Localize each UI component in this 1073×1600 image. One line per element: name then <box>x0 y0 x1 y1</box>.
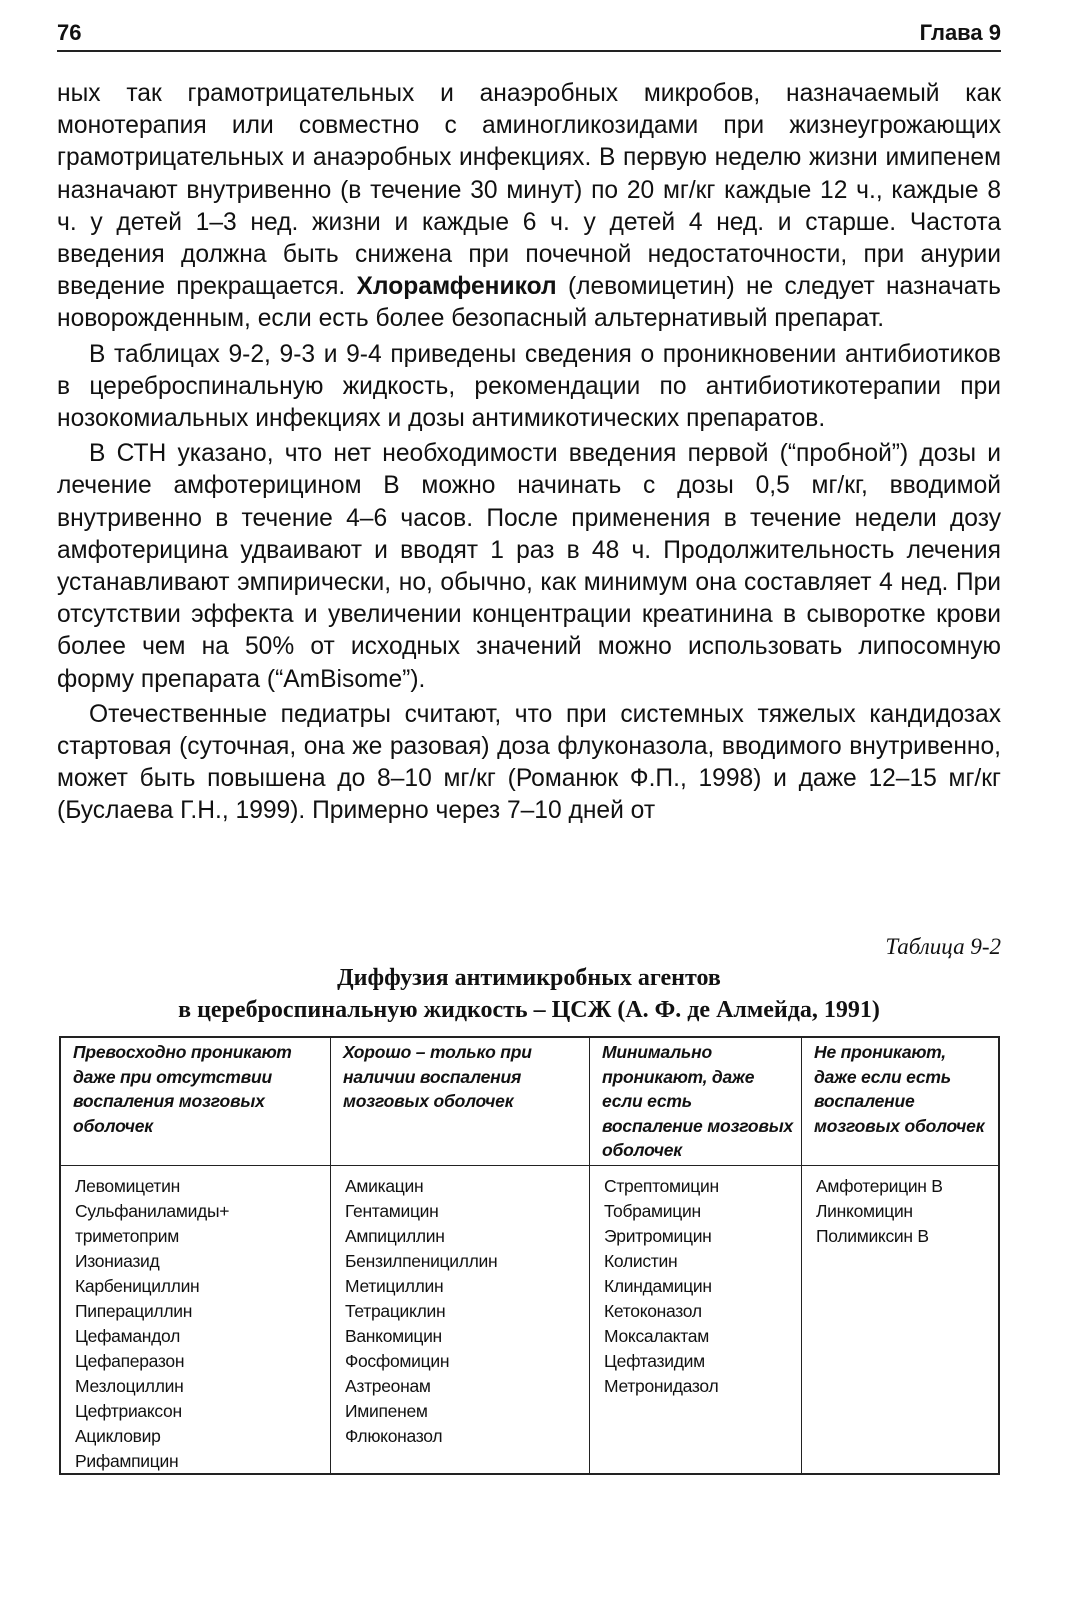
table-cell-item: Азтреонам <box>345 1376 431 1396</box>
table-cell-item: Метронидазол <box>604 1376 719 1396</box>
table-cell-item: Ванкомицин <box>345 1326 442 1346</box>
table-cell-item: Моксалактам <box>604 1326 709 1346</box>
table-cell-item: Флюконазол <box>345 1426 443 1446</box>
column-items <box>802 1166 998 1249</box>
table-cell-item: Фосфомицин <box>345 1351 450 1371</box>
table-cell-item: Стрептомицин <box>604 1176 719 1196</box>
table-title <box>57 962 1001 1026</box>
column-header: Превосходно проникают даже при отсутствии воспаления мозговых оболочек <box>61 1038 330 1166</box>
page-number: 76 <box>57 20 82 45</box>
column-items <box>331 1166 589 1449</box>
table-cell-item: Имипенем <box>345 1401 428 1421</box>
table-cell-item: Гентамицин <box>345 1201 439 1221</box>
table-cell-item: Левомицетин <box>75 1176 180 1196</box>
table-cell-item: Эритромицин <box>604 1226 712 1246</box>
column-header: Минимально проникают, даже если есть воспаление мозговых оболочек <box>590 1038 801 1166</box>
table-cell-item: Колистин <box>604 1251 678 1271</box>
body-text <box>57 78 1001 828</box>
table-cell-item: Мезлоциллин <box>75 1376 184 1396</box>
table-title-line-2: в цереброспинальную жидкость – ЦСЖ (А. Ф. де Алмейда, 1991) <box>178 997 880 1023</box>
table-cell-item: Изониазид <box>75 1251 160 1271</box>
table-column-minimal <box>590 1038 802 1473</box>
table-cell-item: Цефамандол <box>75 1326 181 1346</box>
table-cell-item: Рифампицин <box>75 1451 179 1471</box>
chapter-title: Глава 9 <box>919 20 1001 45</box>
table-cell-item: триметоприм <box>75 1226 179 1246</box>
table-cell-item: Линкомицин <box>816 1201 913 1221</box>
paragraph-2: В таблицах 9-2, 9-3 и 9-4 приведены сведения о проникновении антибиотиков в цереброспинальную жидкость, рекомендации по антибиотикотерапии при нозокомиальных инфекциях и дозы антимикотических препаратов. <box>57 340 1001 433</box>
paragraph-1: ных так грамотрицательных и анаэробных микробов, назначаемый как монотерапия или совместно с аминогликозидами при жизнеугрожающих грамотрицательных и анаэробных инфекциях. В первую неделю жизни имипенем назначают внутривенно (в течение 30 минут) по 20 мг/кг каждые 12 ч., каждые 8 ч. у детей 1–3 нед. жизни и каждые 6 ч. у детей 4 нед. и старше. Частота введения должна быть снижена при почечной недостаточности, при анурии введение прекращается. Хлорамфеникол (левомицетин) не следует назначать новорожденным, если есть более безопасный альтернативый препарат. <box>57 80 1001 333</box>
table-cell-item: Тобрамицин <box>604 1201 701 1221</box>
table-cell-item: Кетоконазол <box>604 1301 702 1321</box>
table-cell-item: Карбенициллин <box>75 1276 200 1296</box>
table-cell-item: Пиперациллин <box>75 1301 193 1321</box>
column-items <box>590 1166 801 1399</box>
table-cell-item: Цефаперазон <box>75 1351 185 1371</box>
table-cell-item: Ацикловир <box>75 1426 161 1446</box>
bold-term: Хлорамфеникол <box>356 273 557 301</box>
column-header: Не проникают, даже если есть воспаление мозговых оболочек <box>802 1038 998 1166</box>
diffusion-table <box>59 1036 1000 1475</box>
table-cell-item: Полимиксин В <box>816 1226 929 1246</box>
table-cell-item: Бензилпенициллин <box>345 1251 498 1271</box>
table-cell-item: Амикацин <box>345 1176 424 1196</box>
paragraph-3: В СТН указано, что нет необходимости введения первой (“пробной”) дозы и лечение амфотерицином В можно начинать с дозы 0,5 мг/кг, вводимой внутривенно в течение 4–6 часов. После применения в течение недели дозу амфотерицина удваивают и вводят 1 раз в 48 ч. Продолжительность лечения устанавливают эмпирически, но, обычно, как минимум она составляет 4 нед. При отсутствии эффекта и увеличении концентрации креатинина в сыворотке крови более чем на 50% от исходных значений можно использовать липосомную форму препарата (“AmBisome”). <box>57 440 1001 693</box>
table-title-line-1: Диффузия антимикробных агентов <box>337 965 721 991</box>
table-column-excellent <box>61 1038 331 1473</box>
page-header <box>57 16 1001 52</box>
table-cell-item: Сульфаниламиды+ <box>75 1201 230 1221</box>
column-items <box>61 1166 330 1474</box>
table-cell-item: Амфотерицин В <box>816 1176 943 1196</box>
table-column-good <box>331 1038 590 1473</box>
table-cell-item: Ампициллин <box>345 1226 445 1246</box>
table-cell-item: Цефтазидим <box>604 1351 705 1371</box>
paragraph-4: Отечественные педиатры считают, что при системных тяжелых кандидозах стартовая (суточная, она же разовая) доза флуконазола, вводимого внутривенно, может быть повышена до 8–10 мг/кг (Романюк Ф.П., 1998) и даже 12–15 мг/кг (Буслаева Г.Н., 1999). Примерно через 7–10 дней от <box>57 700 1001 825</box>
table-cell-item: Цефтриаксон <box>75 1401 182 1421</box>
table-cell-item: Метициллин <box>345 1276 444 1296</box>
table-caption: Таблица 9-2 <box>885 934 1001 959</box>
table-cell-item: Клиндамицин <box>604 1276 712 1296</box>
table-column-none <box>802 1038 998 1473</box>
column-header: Хорошо – только при наличии воспаления мозговых оболочек <box>331 1038 589 1166</box>
table-cell-item: Тетрациклин <box>345 1301 446 1321</box>
